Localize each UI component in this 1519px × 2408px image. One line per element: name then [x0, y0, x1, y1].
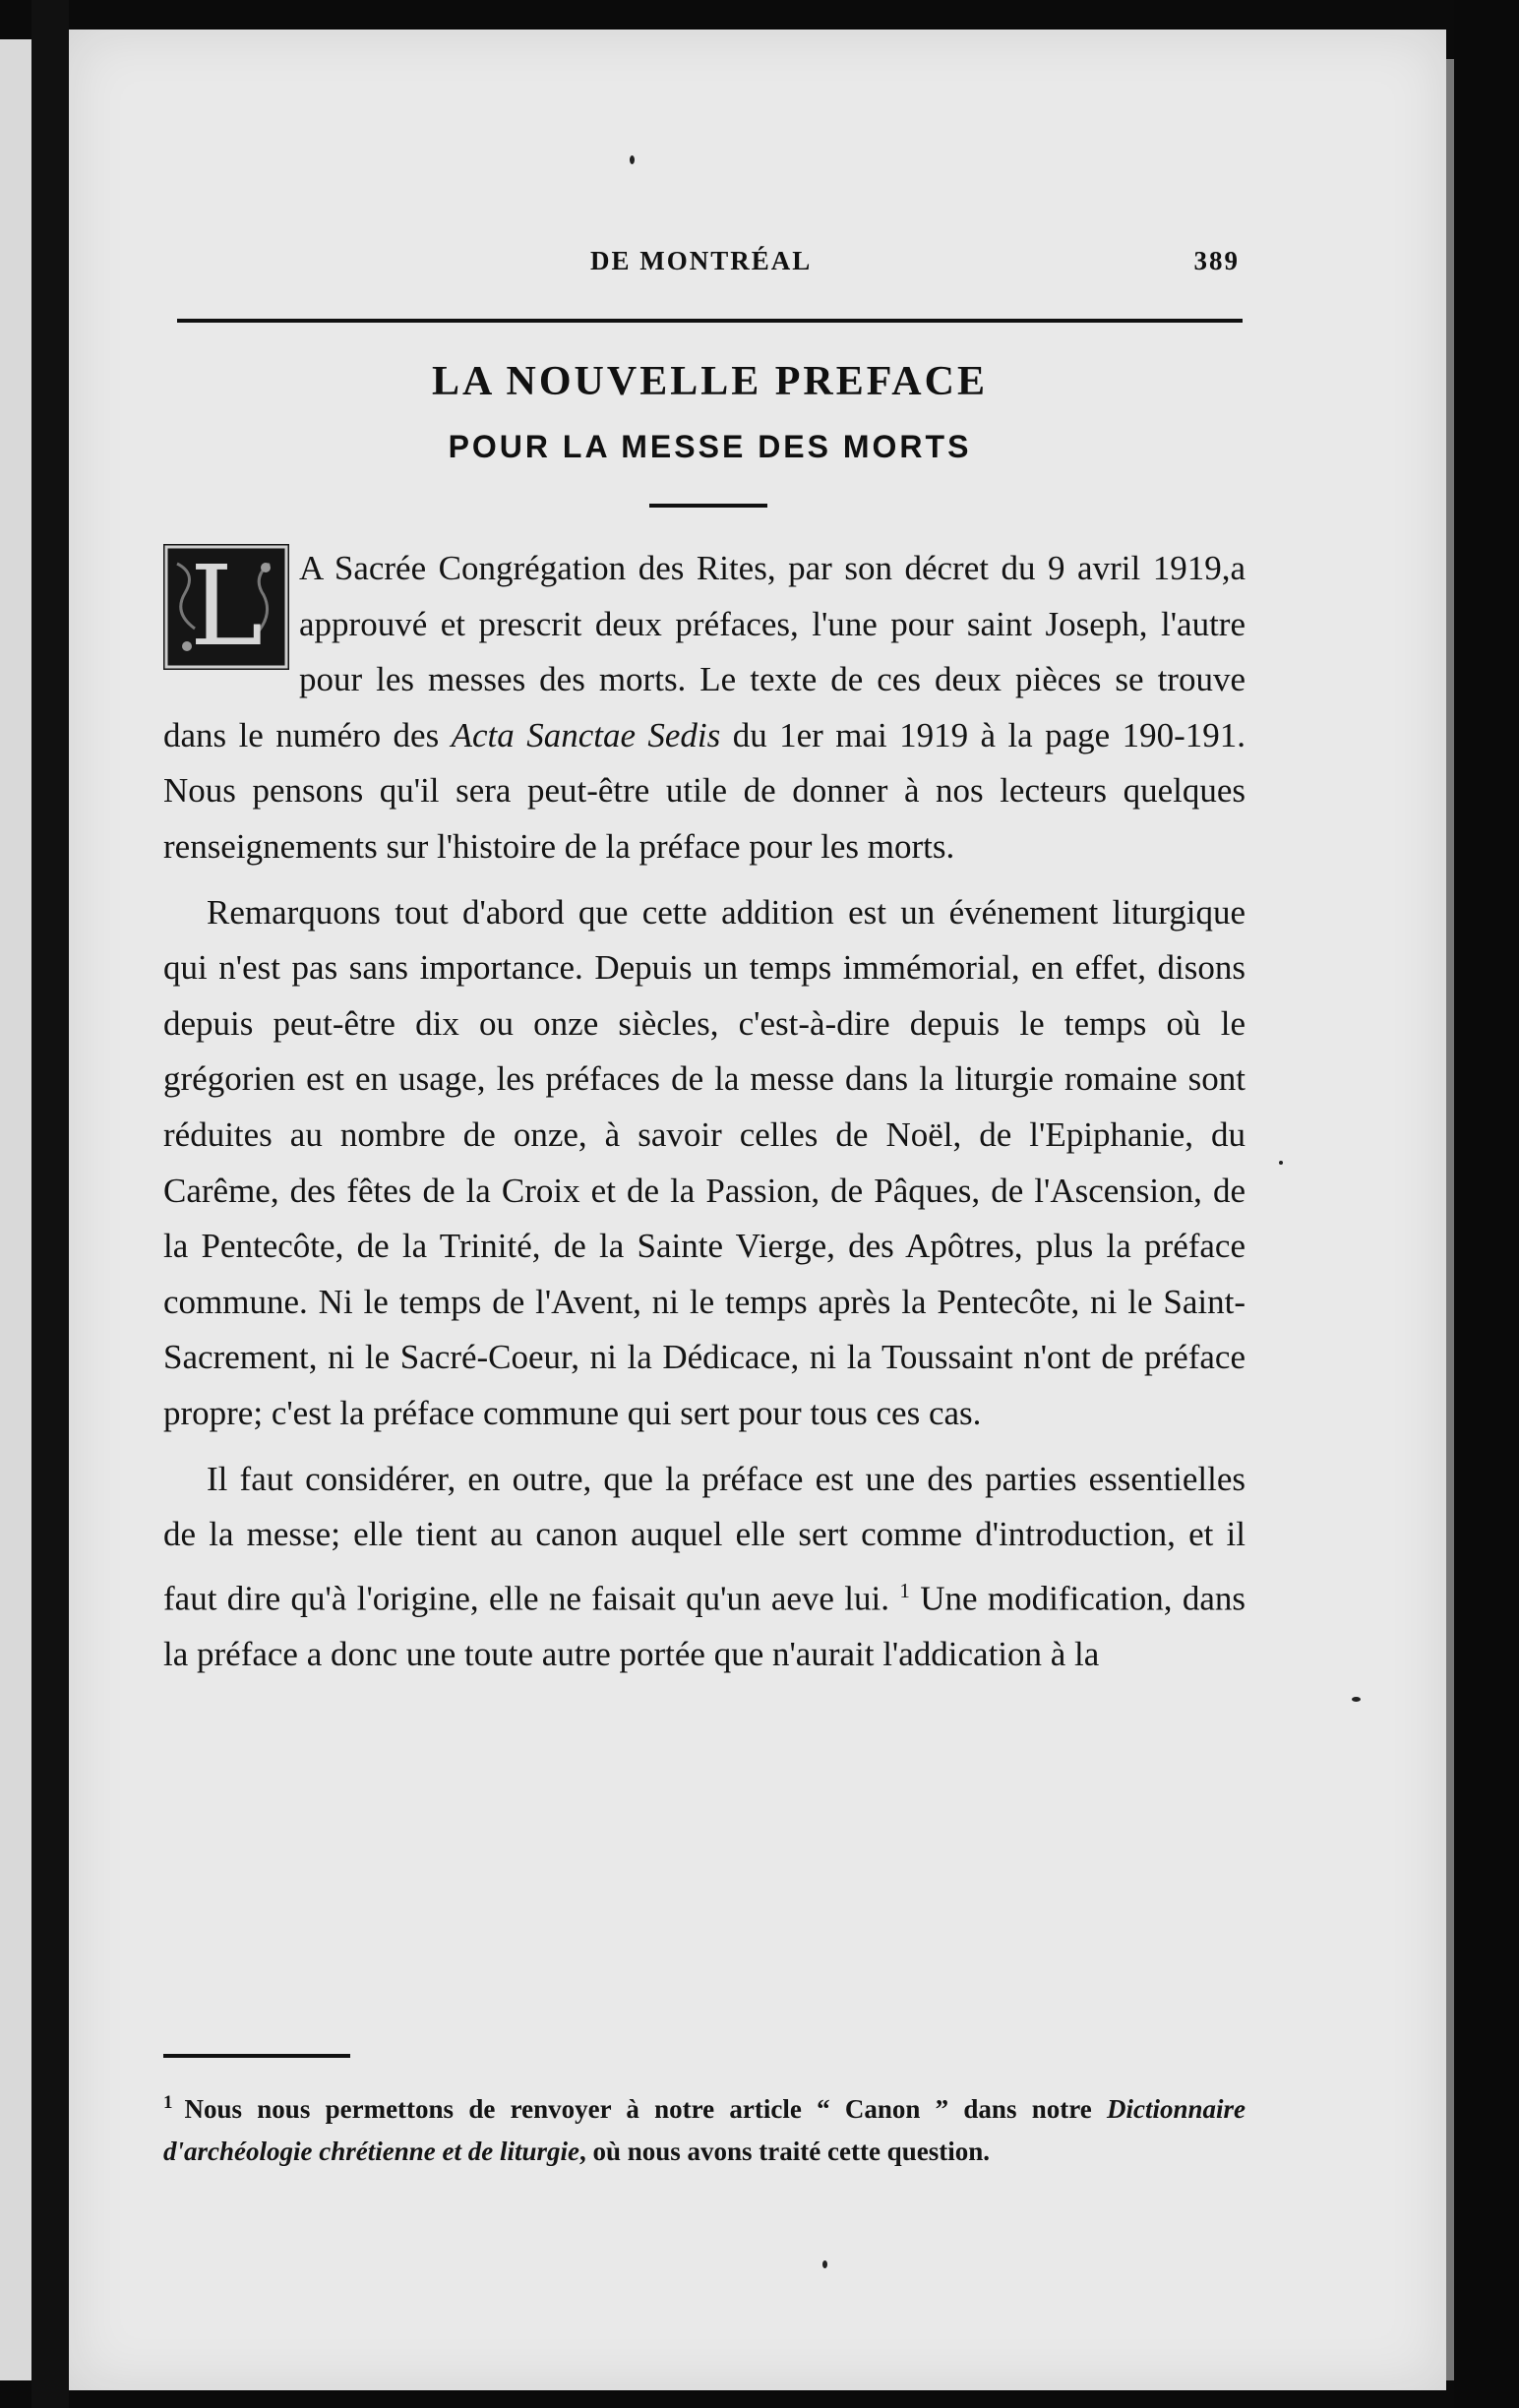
footnote-text-end: , où nous avons traité cette question.: [578, 2137, 990, 2166]
footnote-reference[interactable]: 1: [899, 1578, 910, 1602]
drop-cap-letter: L: [189, 543, 264, 671]
drop-cap-space: [163, 541, 289, 698]
header-rule: [177, 319, 1243, 323]
body-text: [163, 541, 1246, 1693]
paragraph-1-rest: du 1er mai 1919 à la page 190-191. Nous pensons qu'il sera peut-être utile de donner à nos lecteurs quelques renseignements sur l'histoire de la préface pour les morts.: [163, 715, 1246, 866]
right-margin-shadow: [1454, 0, 1519, 2408]
paragraph-3-rest: Une modification, dans la préface a donc une toute autre portée que n'aurait l'addication à la: [163, 1579, 1246, 1673]
paragraph-2: Remarquons tout d'abord que cette addition est un événement liturgique qui n'est pas sans importance. Depuis un temps immémorial, en effet, disons depuis peut-être dix ou onze siècles, c'est-à-dire depuis le temps où le grégorien est en usage, les préfaces de la messe dans la liturgie romaine sont réduites au nombre de onze, à savoir celles de Noël, de l'Epiphanie, du Carême, des fêtes de la Croix et de la Passion, de Pâques, de l'Ascension, de la Pentecôte, de la Trinité, de la Sainte Vierge, des Apôtres, plus la préface commune. Ni le temps de l'Avent, ni le temps après la Pentecôte, ni le Saint-Sacrement, ni le Sacré-Coeur, ni la Dédicace, ni la Toussaint n'ont de préface propre; c'est la préface commune qui sert pour tous ces cas.: [163, 892, 1246, 1432]
running-head: [177, 246, 1240, 285]
footnote-work-title: Dictionnaire d'archéologie chrétienne et de liturgie: [163, 2094, 1246, 2166]
facing-page-edge: [0, 39, 31, 2380]
paragraph-3-text: Il faut considérer, en outre, que la préface est une des parties essentielles de la messe; elle tient au canon auquel elle sert comme d'introduction, et il faut dire qu'à l'origine, elle ne faisait qu'un aeve lui.: [163, 1459, 1246, 1618]
paragraph-1: [163, 541, 1246, 875]
gutter-shadow: [31, 0, 69, 2408]
paragraph-3: [163, 1452, 1246, 1683]
footnote-number: 1: [163, 2092, 173, 2113]
scan-speck: [1352, 1697, 1361, 1702]
article-subtitle: POUR LA MESSE DES MORTS: [448, 429, 972, 464]
running-head-title: DE MONTRÉAL: [590, 246, 813, 275]
article-title: LA NOUVELLE PREFACE: [432, 359, 988, 404]
scan-speck: [630, 155, 635, 164]
scan-speck: [1279, 1161, 1283, 1165]
footnote-rule: [163, 2054, 350, 2058]
page-number: 389: [1193, 246, 1240, 275]
footnote: [163, 2081, 1246, 2173]
footnote-text: Nous nous permettons de renvoyer à notre article “ Canon ” dans notre: [184, 2094, 1107, 2124]
title-divider: [649, 504, 767, 508]
journal-title: Acta Sanctae Sedis: [451, 715, 721, 754]
page-edge: [1446, 59, 1454, 2380]
scan-speck: [822, 2260, 827, 2268]
paragraph-1-text: A Sacrée Congrégation des Rites, par son décret du 9 avril 1919,a approuvé et prescrit deux préfaces, l'une pour saint Joseph, l'autre pour les messes des morts. Le texte de ces deux pièces se trouve dans le numéro des: [163, 549, 1246, 754]
